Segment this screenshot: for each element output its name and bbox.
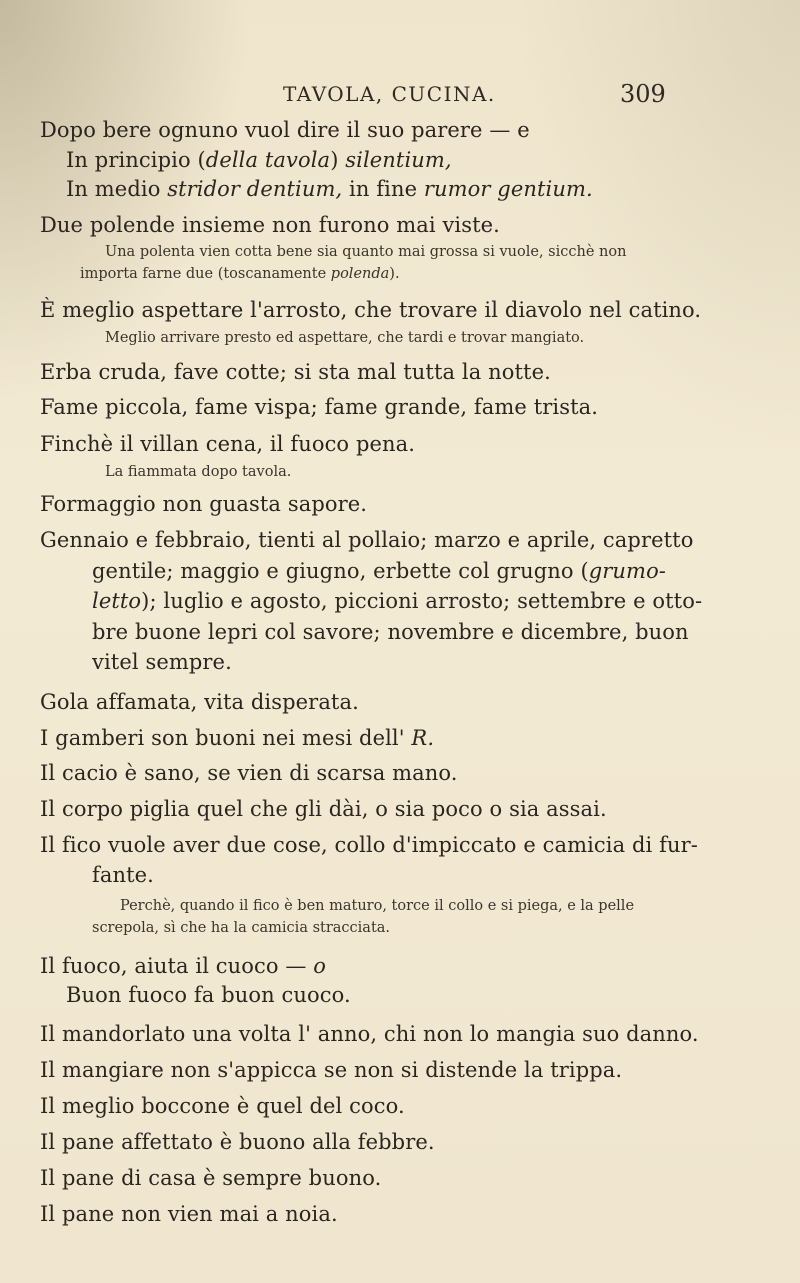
latin-text: silentium, bbox=[345, 148, 452, 172]
proverb-line bbox=[40, 1094, 405, 1118]
proverb-line bbox=[40, 298, 701, 322]
note-text: Perchè, quando il fico è ben maturo, torce il collo e si piega, e la pelle bbox=[120, 898, 635, 914]
proverb-note bbox=[105, 464, 291, 480]
proverb-text: gentile; maggio e giugno, erbette col grugno ( bbox=[92, 559, 589, 583]
proverb-note bbox=[105, 330, 584, 346]
proverb-note bbox=[120, 898, 634, 914]
proverb-line bbox=[92, 650, 232, 674]
italic-text: grumo- bbox=[588, 559, 667, 583]
proverb-text: Il mandorlato una volta l' anno, chi non lo mangia suo danno. bbox=[40, 1022, 699, 1046]
proverb-text: bre buone lepri col savore; novembre e dicembre, buon bbox=[92, 620, 689, 644]
proverb-text: Il fico vuole aver due cose, collo d'impiccato e camicia di fur- bbox=[40, 833, 698, 857]
proverb-text: È meglio aspettare l'arrosto, che trovare il diavolo nel catino. bbox=[40, 298, 702, 322]
proverb-text: Il meglio boccone è quel del coco. bbox=[40, 1094, 405, 1118]
proverb-text: I gamberi son buoni nei mesi dell' bbox=[40, 726, 412, 750]
proverb-line bbox=[40, 797, 607, 821]
note-text: importa farne due (toscanamente bbox=[80, 266, 331, 282]
proverb-note bbox=[105, 244, 626, 260]
latin-text: rumor gentium. bbox=[423, 177, 593, 201]
proverb-line bbox=[40, 690, 359, 714]
proverb-line bbox=[92, 863, 154, 887]
proverb-line bbox=[40, 528, 693, 552]
note-text: Una polenta vien cotta bene sia quanto mai grossa si vuole, sicchè non bbox=[105, 244, 627, 260]
italic-text: letto bbox=[92, 589, 142, 613]
proverb-text: Il pane non vien mai a noia. bbox=[40, 1202, 338, 1226]
proverb-text: Il mangiare non s'appicca se non si distende la trippa. bbox=[40, 1058, 623, 1082]
proverb-line bbox=[66, 983, 351, 1007]
proverb-line bbox=[40, 1166, 381, 1190]
proverb-text: Il fuoco, aiuta il cuoco — bbox=[40, 954, 314, 978]
running-head: TAVOLA, CUCINA. bbox=[283, 82, 496, 106]
proverb-text: In principio ( bbox=[66, 148, 206, 172]
proverb-line bbox=[40, 833, 698, 857]
italic-text: o bbox=[313, 954, 327, 978]
note-text: ). bbox=[389, 266, 400, 282]
proverb-line bbox=[66, 177, 593, 201]
proverb-text: Formaggio non guasta sapore. bbox=[40, 492, 368, 516]
proverb-line bbox=[40, 432, 415, 456]
italic-text: della tavola bbox=[205, 148, 331, 172]
proverb-line bbox=[66, 148, 452, 172]
proverb-text: Il pane di casa è sempre buono. bbox=[40, 1166, 382, 1190]
proverb-text: Due polende insieme non furono mai viste. bbox=[40, 213, 500, 237]
page-number: 309 bbox=[620, 80, 666, 108]
note-italic: polenda bbox=[330, 266, 390, 282]
proverb-line bbox=[92, 589, 702, 613]
proverb-line bbox=[92, 620, 689, 644]
proverb-note bbox=[92, 920, 390, 936]
note-text: screpola, sì che ha la camicia stracciata. bbox=[92, 920, 391, 936]
proverb-text: Il cacio è sano, se vien di scarsa mano. bbox=[40, 761, 458, 785]
proverb-line bbox=[40, 492, 367, 516]
note-text: Meglio arrivare presto ed aspettare, che tardi e trovar mangiato. bbox=[105, 330, 585, 346]
proverb-line bbox=[40, 360, 551, 384]
proverb-line bbox=[40, 761, 458, 785]
proverb-text: Il pane affettato è buono alla febbre. bbox=[40, 1130, 435, 1154]
page-header bbox=[0, 82, 800, 112]
proverb-line bbox=[40, 726, 434, 750]
proverb-text: ); luglio e agosto, piccioni arrosto; settembre e otto- bbox=[141, 589, 703, 613]
proverb-text: Erba cruda, fave cotte; si sta mal tutta la notte. bbox=[40, 360, 551, 384]
proverb-line bbox=[40, 1130, 435, 1154]
proverb-text: fante. bbox=[92, 863, 154, 887]
proverb-line bbox=[40, 1058, 622, 1082]
proverb-text: in fine bbox=[342, 177, 424, 201]
proverb-text: Finchè il villan cena, il fuoco pena. bbox=[40, 432, 416, 456]
proverb-text: Gola affamata, vita disperata. bbox=[40, 690, 359, 714]
proverb-line bbox=[40, 213, 500, 237]
proverb-line bbox=[40, 1202, 338, 1226]
proverb-line bbox=[40, 118, 530, 142]
latin-text: stridor dentium, bbox=[167, 177, 343, 201]
italic-text: R. bbox=[411, 726, 435, 750]
proverb-text: Il corpo piglia quel che gli dài, o sia poco o sia assai. bbox=[40, 797, 607, 821]
proverb-line bbox=[40, 1022, 699, 1046]
note-text: La fiammata dopo tavola. bbox=[105, 464, 292, 480]
proverb-line bbox=[92, 559, 666, 583]
proverb-text: Fame piccola, fame vispa; fame grande, fame trista. bbox=[40, 395, 599, 419]
proverb-text: ) bbox=[330, 148, 346, 172]
proverb-text: Dopo bere ognuno vuol dire il suo parere — e bbox=[40, 118, 530, 142]
proverb-line bbox=[40, 954, 326, 978]
proverb-line bbox=[40, 395, 598, 419]
proverb-note bbox=[80, 266, 400, 282]
proverb-text: Gennaio e febbraio, tienti al pollaio; marzo e aprile, capretto bbox=[40, 528, 694, 552]
proverb-text: vitel sempre. bbox=[92, 650, 232, 674]
proverb-text: Buon fuoco fa buon cuoco. bbox=[66, 983, 351, 1007]
proverb-text: In medio bbox=[66, 177, 168, 201]
